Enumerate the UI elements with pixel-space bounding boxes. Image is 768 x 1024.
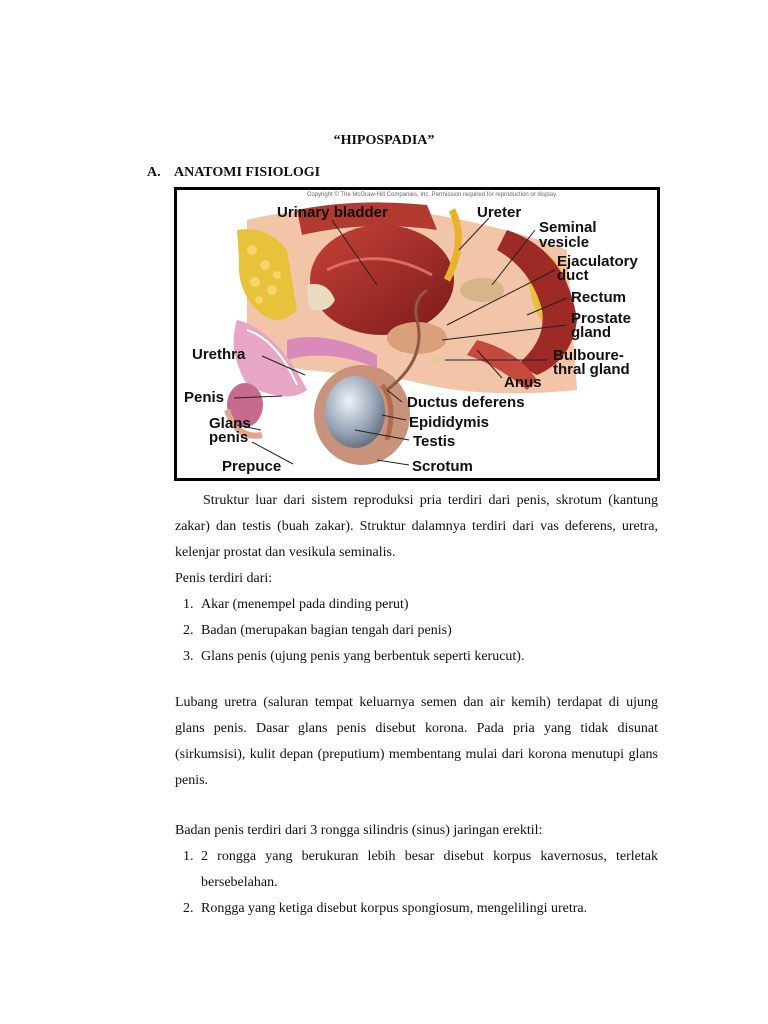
- list-item: [175, 592, 658, 618]
- label-rectum: Rectum: [571, 289, 627, 306]
- label-duct: duct: [557, 267, 589, 284]
- label-ureter: Ureter: [477, 204, 522, 221]
- sinus-list: [175, 844, 658, 922]
- label-bulbourethral-1: Bulboure-: [553, 347, 624, 364]
- section-title: ANATOMI FISIOLOGI: [174, 165, 321, 180]
- list-text: Badan (merupakan bagian tengah dari penis): [201, 623, 452, 638]
- anatomy-figure: [174, 187, 660, 481]
- document-title: “HIPOSPADIA”: [333, 133, 435, 148]
- list-item: [175, 896, 658, 922]
- label-gland: gland: [571, 324, 611, 341]
- list-text: Rongga yang ketiga disebut korpus spongiosum, mengelilingi uretra.: [201, 901, 588, 916]
- list-item: [175, 644, 658, 670]
- list-number: 3.: [183, 649, 194, 664]
- label-scrotum: Scrotum: [412, 458, 473, 475]
- section-number: A.: [147, 165, 161, 180]
- label-vesicle: vesicle: [539, 234, 590, 251]
- label-ejaculatory: Ejaculatory: [557, 253, 638, 270]
- label-urinary-bladder: Urinary bladder: [277, 204, 388, 221]
- label-testis: Testis: [413, 433, 456, 450]
- paragraph-urethra: Lubang uretra (saluran tempat keluarnya semen dan air kemih) terdapat di ujung glans penis. Dasar glans penis disebut korona. Pada pria yang tidak disunat (sirkumsisi), kulit depan (preputium) membentang mulai dari korona menutupi glans penis.: [175, 695, 658, 788]
- penis-intro: Penis terdiri dari:: [175, 571, 273, 586]
- label-epididymis: Epididymis: [409, 414, 490, 431]
- list-number: 1.: [183, 597, 194, 612]
- list-item: [175, 618, 658, 644]
- label-urethra: Urethra: [192, 346, 246, 363]
- list-number: 1.: [183, 849, 194, 864]
- paragraph-structure: Struktur luar dari sistem reproduksi pria terdiri dari penis, skrotum (kantung zakar) dan testis (buah zakar). Struktur dalamnya terdiri dari vas deferens, uretra, kelenjar prostat dan vesikula seminalis.: [175, 493, 658, 560]
- list-text: Akar (menempel pada dinding perut): [201, 597, 409, 612]
- penis-parts-list: [175, 592, 658, 670]
- label-penis: Penis: [184, 389, 225, 406]
- label-glans: Glans: [209, 415, 251, 432]
- figure-copyright: Copyright © The McGraw-Hill Companies, Inc. Permission required for reproduction or display.: [307, 192, 558, 198]
- list-text: Glans penis (ujung penis yang berbentuk seperti kerucut).: [201, 649, 525, 664]
- list-item: [175, 844, 658, 896]
- label-prepuce: Prepuce: [222, 458, 282, 475]
- label-seminal: Seminal: [539, 219, 597, 236]
- section-heading: [147, 165, 320, 181]
- list-text: 2 rongga yang berukuran lebih besar disebut korpus kavernosus, terletak bersebelahan.: [201, 849, 658, 890]
- label-prostate: Prostate: [571, 310, 632, 327]
- list-number: 2.: [183, 901, 194, 916]
- list-number: 2.: [183, 623, 194, 638]
- label-ductus-deferens: Ductus deferens: [407, 394, 525, 411]
- label-bulbourethral-2: thral gland: [553, 361, 630, 378]
- label-glans-penis: penis: [209, 429, 249, 446]
- anatomy-illustration: [177, 190, 657, 478]
- paragraph-sinus: Badan penis terdiri dari 3 rongga silindris (sinus) jaringan erektil:: [175, 823, 543, 838]
- label-anus: Anus: [504, 374, 542, 391]
